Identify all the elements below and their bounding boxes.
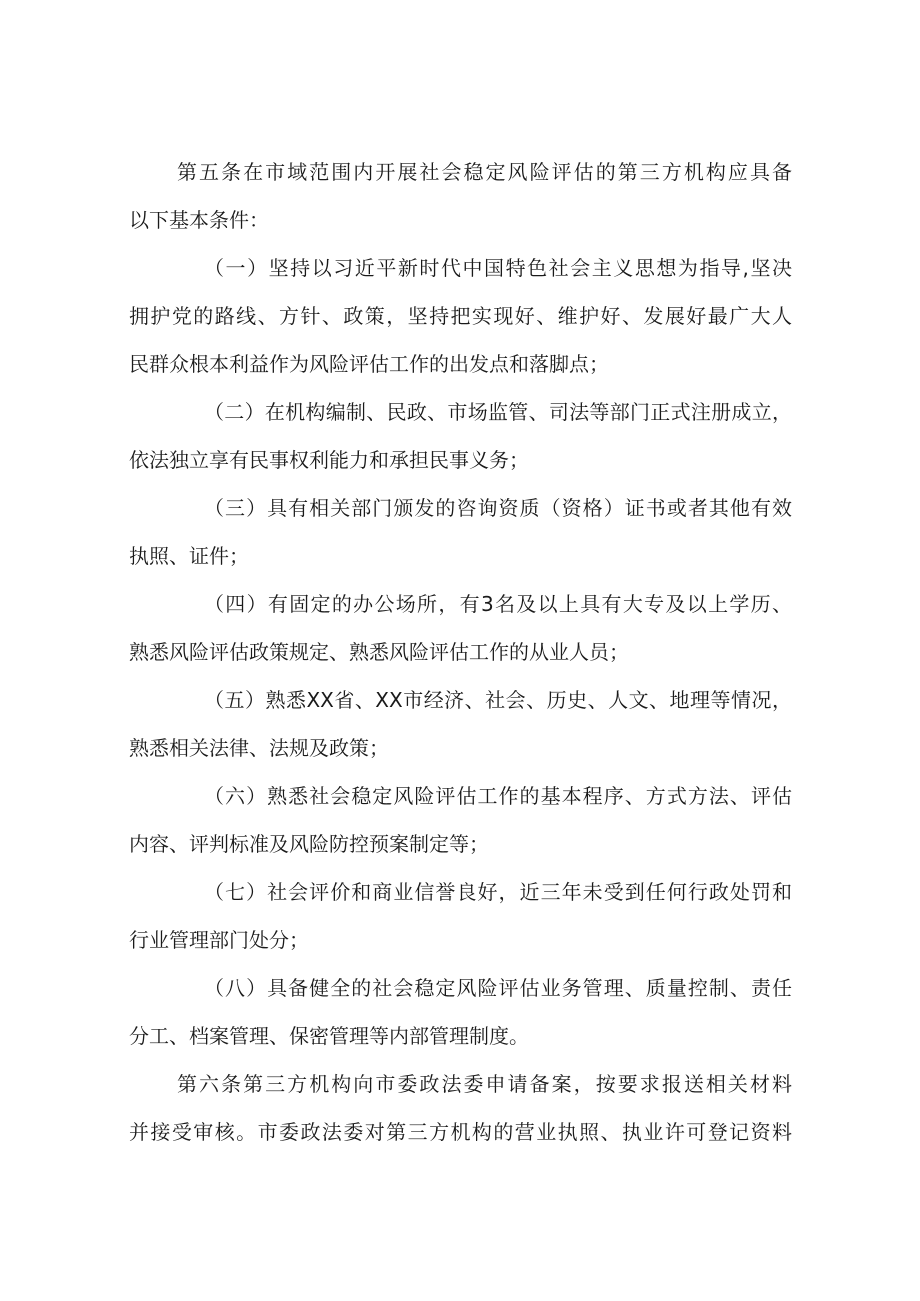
item-4-line-2: 熟悉风险评估政策规定、熟悉风险评估工作的从业人员； [129,640,629,664]
item-7-line-1: （七）社会评价和商业信誉良好，近三年未受到任何行政处罚和 [204,880,792,904]
item-1-line-1: （一）坚持以习近平新时代中国特色社会主义思想为指导,坚决 [204,256,792,280]
item-1-line-2: 拥护党的路线、方针、政策，坚持把实现好、维护好、发展好最广大人 [129,304,792,328]
item-7-line-2: 行业管理部门处分； [129,928,309,952]
item-5-line-1: （五）熟悉XX省、XX市经济、社会、历史、人文、地理等情况， [204,688,792,712]
article-5-line-2: 以下基本条件： [129,208,269,232]
item-8-line-1: （八）具备健全的社会稳定风险评估业务管理、质量控制、责任 [204,976,792,1000]
article-6-line-2: 并接受审核。市委政法委对第三方机构的营业执照、执业许可登记资料 [129,1120,792,1144]
article-5-line-1: 第五条在市域范围内开展社会稳定风险评估的第三方机构应具备 [177,160,792,184]
item-2-line-2: 依法独立享有民事权利能力和承担民事义务； [129,448,529,472]
item-4-line-1: （四）有固定的办公场所，有3名及以上具有大专及以上学历、 [204,592,792,616]
item-8-line-2: 分工、档案管理、保密管理等内部管理制度。 [129,1024,529,1048]
item-3-line-2: 执照、证件； [129,544,249,568]
item-5-line-2: 熟悉相关法律、法规及政策； [129,736,389,760]
item-6-line-2: 内容、评判标准及风险防控预案制定等； [129,832,489,856]
item-3-line-1: （三）具有相关部门颁发的咨询资质（资格）证书或者其他有效 [204,496,792,520]
item-6-line-1: （六）熟悉社会稳定风险评估工作的基本程序、方式方法、评估 [204,784,792,808]
item-1-line-3: 民群众根本利益作为风险评估工作的出发点和落脚点； [129,352,609,376]
item-2-line-1: （二）在机构编制、民政、市场监管、司法等部门正式注册成立， [204,400,792,424]
article-6-line-1: 第六条第三方机构向市委政法委申请备案，按要求报送相关材料 [177,1072,792,1096]
